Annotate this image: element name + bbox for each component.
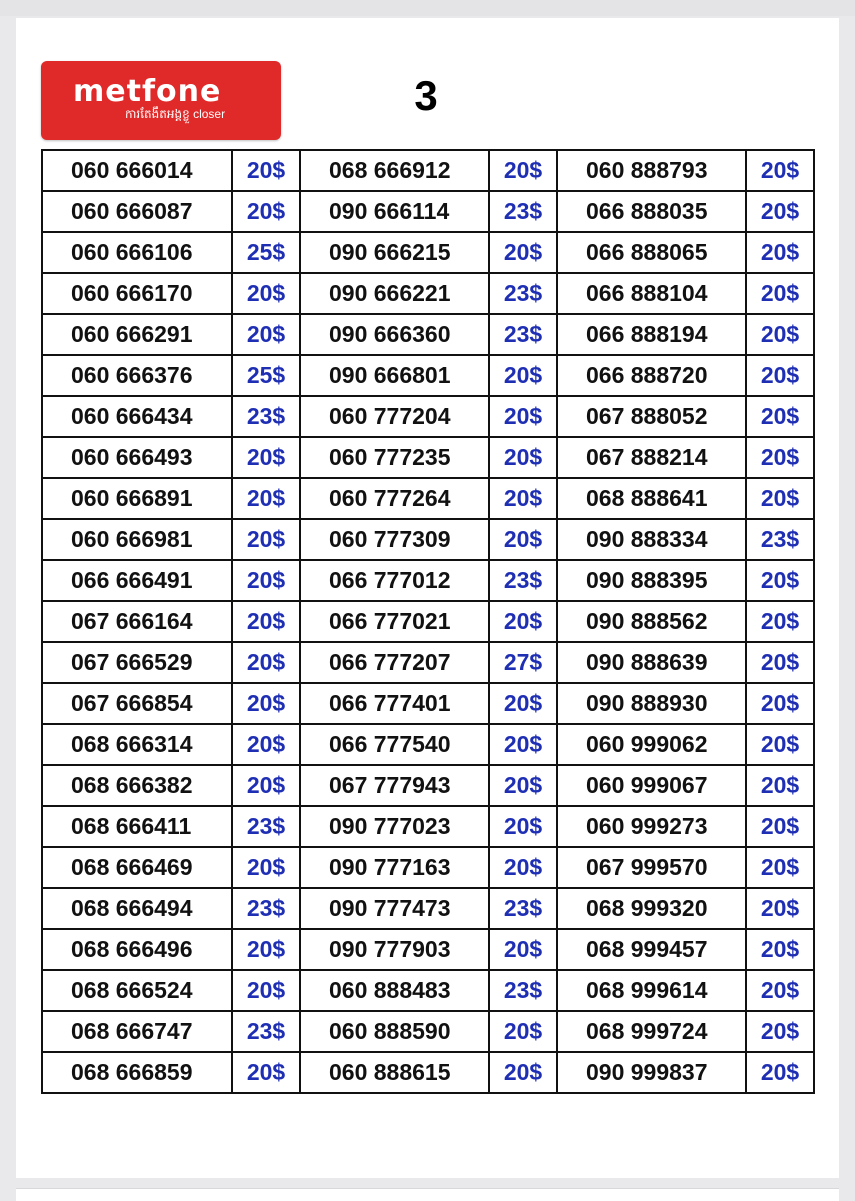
phone-number-cell: 067 666529	[42, 642, 232, 683]
price-cell: 20$	[746, 642, 814, 683]
phone-number-cell: 067 888214	[557, 437, 746, 478]
phone-number-cell: 060 666014	[42, 150, 232, 191]
price-cell: 20$	[232, 437, 300, 478]
top-strip	[0, 0, 855, 16]
phone-number-cell: 090 666360	[300, 314, 489, 355]
table-row	[42, 806, 814, 847]
phone-number-cell: 068 888641	[557, 478, 746, 519]
table-row	[42, 355, 814, 396]
price-cell: 20$	[746, 806, 814, 847]
phone-number-cell: 068 666469	[42, 847, 232, 888]
price-cell: 20$	[232, 1052, 300, 1093]
phone-number-cell: 090 666221	[300, 273, 489, 314]
price-cell: 20$	[746, 355, 814, 396]
price-cell: 20$	[746, 560, 814, 601]
phone-number-cell: 060 888615	[300, 1052, 489, 1093]
phone-number-cell: 066 888720	[557, 355, 746, 396]
table-row	[42, 560, 814, 601]
phone-number-cell: 067 999570	[557, 847, 746, 888]
price-cell: 20$	[232, 519, 300, 560]
price-cell: 23$	[489, 191, 557, 232]
price-cell: 20$	[232, 150, 300, 191]
phone-number-cell: 066 777401	[300, 683, 489, 724]
phone-number-cell: 068 666411	[42, 806, 232, 847]
table-body	[42, 150, 814, 1093]
phone-number-cell: 090 888639	[557, 642, 746, 683]
phone-number-cell: 060 888590	[300, 1011, 489, 1052]
table-row	[42, 847, 814, 888]
price-cell: 20$	[746, 765, 814, 806]
price-cell: 23$	[232, 396, 300, 437]
table-row	[42, 232, 814, 273]
price-cell: 23$	[489, 888, 557, 929]
table-row	[42, 519, 814, 560]
phone-number-cell: 060 666981	[42, 519, 232, 560]
phone-number-cell: 066 666491	[42, 560, 232, 601]
metfone-logo	[41, 61, 281, 140]
table-row	[42, 273, 814, 314]
price-cell: 20$	[746, 273, 814, 314]
phone-number-cell: 068 666494	[42, 888, 232, 929]
price-cell: 20$	[232, 765, 300, 806]
phone-number-cell: 090 888930	[557, 683, 746, 724]
price-cell: 23$	[489, 560, 557, 601]
phone-number-cell: 060 888483	[300, 970, 489, 1011]
price-cell: 20$	[746, 314, 814, 355]
price-cell: 20$	[746, 1052, 814, 1093]
phone-number-cell: 060 777309	[300, 519, 489, 560]
price-cell: 20$	[232, 724, 300, 765]
table-row	[42, 150, 814, 191]
phone-number-cell: 066 888035	[557, 191, 746, 232]
table-row	[42, 396, 814, 437]
phone-number-cell: 066 888065	[557, 232, 746, 273]
table-row	[42, 601, 814, 642]
price-cell: 20$	[489, 765, 557, 806]
phone-number-cell: 090 888334	[557, 519, 746, 560]
price-cell: 20$	[746, 929, 814, 970]
phone-number-cell: 067 777943	[300, 765, 489, 806]
table-row	[42, 314, 814, 355]
phone-number-cell: 068 666314	[42, 724, 232, 765]
price-cell: 20$	[489, 724, 557, 765]
price-cell: 20$	[489, 847, 557, 888]
price-cell: 20$	[489, 150, 557, 191]
phone-number-cell: 060 999067	[557, 765, 746, 806]
price-cell: 20$	[232, 970, 300, 1011]
price-cell: 20$	[489, 232, 557, 273]
page-number: 3	[414, 72, 438, 119]
price-cell: 27$	[489, 642, 557, 683]
table-row	[42, 1052, 814, 1093]
price-cell: 20$	[746, 396, 814, 437]
price-cell: 20$	[232, 560, 300, 601]
price-cell: 23$	[232, 806, 300, 847]
phone-number-cell: 060 999062	[557, 724, 746, 765]
price-cell: 20$	[489, 396, 557, 437]
price-cell: 20$	[232, 314, 300, 355]
price-cell: 20$	[746, 847, 814, 888]
price-cell: 23$	[489, 273, 557, 314]
table-row	[42, 642, 814, 683]
price-cell: 20$	[489, 929, 557, 970]
table-row	[42, 929, 814, 970]
phone-number-cell: 090 666114	[300, 191, 489, 232]
phone-number-cell: 060 666891	[42, 478, 232, 519]
table-row	[42, 1011, 814, 1052]
phone-number-cell: 066 888104	[557, 273, 746, 314]
phone-number-cell: 067 666164	[42, 601, 232, 642]
phone-number-cell: 060 777264	[300, 478, 489, 519]
table-row	[42, 683, 814, 724]
table-row	[42, 765, 814, 806]
table-row	[42, 724, 814, 765]
phone-number-cell: 067 666854	[42, 683, 232, 724]
phone-number-cell: 067 888052	[557, 396, 746, 437]
table-row	[42, 437, 814, 478]
phone-number-cell: 068 666859	[42, 1052, 232, 1093]
phone-number-cell: 090 777903	[300, 929, 489, 970]
price-cell: 20$	[746, 1011, 814, 1052]
price-cell: 20$	[232, 191, 300, 232]
phone-number-price-table	[41, 149, 815, 1094]
phone-number-cell: 060 999273	[557, 806, 746, 847]
phone-number-cell: 090 666215	[300, 232, 489, 273]
price-cell: 20$	[746, 191, 814, 232]
price-cell: 20$	[489, 683, 557, 724]
table-row	[42, 970, 814, 1011]
phone-number-cell: 066 777021	[300, 601, 489, 642]
phone-number-cell: 068 999614	[557, 970, 746, 1011]
bottom-strip	[16, 1188, 839, 1201]
logo-wordmark: metfone	[73, 74, 222, 109]
phone-number-cell: 068 666912	[300, 150, 489, 191]
table-row	[42, 478, 814, 519]
phone-number-cell: 090 666801	[300, 355, 489, 396]
price-cell: 20$	[746, 724, 814, 765]
phone-number-cell: 060 666493	[42, 437, 232, 478]
phone-number-cell: 060 888793	[557, 150, 746, 191]
phone-number-cell: 068 666747	[42, 1011, 232, 1052]
price-cell: 20$	[232, 847, 300, 888]
phone-number-cell: 066 777207	[300, 642, 489, 683]
price-cell: 20$	[746, 970, 814, 1011]
price-cell: 25$	[232, 355, 300, 396]
phone-number-cell: 060 777235	[300, 437, 489, 478]
phone-number-cell: 066 777012	[300, 560, 489, 601]
price-cell: 23$	[232, 888, 300, 929]
price-cell: 20$	[232, 601, 300, 642]
phone-number-cell: 090 777473	[300, 888, 489, 929]
phone-number-cell: 090 888562	[557, 601, 746, 642]
price-cell: 23$	[489, 314, 557, 355]
phone-number-cell: 068 666496	[42, 929, 232, 970]
price-cell: 20$	[489, 806, 557, 847]
price-cell: 20$	[489, 1052, 557, 1093]
phone-number-cell: 060 666376	[42, 355, 232, 396]
price-cell: 20$	[746, 232, 814, 273]
phone-number-cell: 060 666170	[42, 273, 232, 314]
price-cell: 20$	[489, 601, 557, 642]
phone-number-cell: 068 666382	[42, 765, 232, 806]
price-cell: 20$	[746, 150, 814, 191]
table-row	[42, 888, 814, 929]
price-cell: 20$	[232, 683, 300, 724]
phone-number-cell: 090 777163	[300, 847, 489, 888]
price-cell: 20$	[746, 683, 814, 724]
phone-number-cell: 060 777204	[300, 396, 489, 437]
phone-number-cell: 090 888395	[557, 560, 746, 601]
table-row	[42, 191, 814, 232]
price-cell: 20$	[489, 519, 557, 560]
price-cell: 20$	[746, 478, 814, 519]
phone-number-cell: 066 777540	[300, 724, 489, 765]
phone-number-cell: 068 999320	[557, 888, 746, 929]
phone-number-cell: 068 666524	[42, 970, 232, 1011]
phone-number-cell: 066 888194	[557, 314, 746, 355]
price-cell: 23$	[232, 1011, 300, 1052]
price-cell: 20$	[232, 929, 300, 970]
price-cell: 20$	[232, 273, 300, 314]
price-cell: 20$	[746, 437, 814, 478]
price-cell: 23$	[489, 970, 557, 1011]
phone-number-cell: 090 999837	[557, 1052, 746, 1093]
phone-number-cell: 060 666106	[42, 232, 232, 273]
price-cell: 20$	[489, 1011, 557, 1052]
phone-number-cell: 060 666087	[42, 191, 232, 232]
price-cell: 20$	[746, 601, 814, 642]
price-cell: 20$	[746, 888, 814, 929]
logo-tagline: ការតែងឹតអង្គខ្លួ closer	[125, 107, 226, 121]
phone-number-cell: 090 777023	[300, 806, 489, 847]
phone-number-cell: 060 666291	[42, 314, 232, 355]
price-cell: 20$	[489, 478, 557, 519]
price-cell: 20$	[232, 478, 300, 519]
price-cell: 25$	[232, 232, 300, 273]
phone-number-cell: 068 999457	[557, 929, 746, 970]
price-cell: 23$	[746, 519, 814, 560]
price-cell: 20$	[489, 437, 557, 478]
price-cell: 20$	[232, 642, 300, 683]
phone-number-cell: 060 666434	[42, 396, 232, 437]
price-cell: 20$	[489, 355, 557, 396]
phone-number-cell: 068 999724	[557, 1011, 746, 1052]
